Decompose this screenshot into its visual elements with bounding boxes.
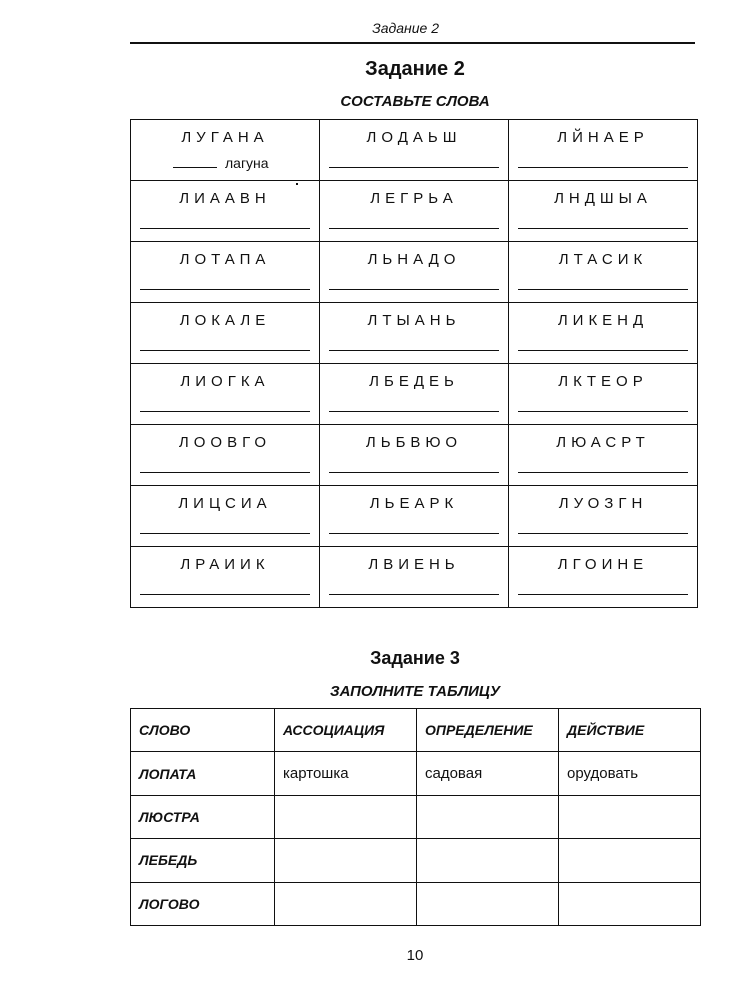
- page-number: 10: [406, 947, 424, 964]
- word-cell: [131, 486, 320, 547]
- word-cell: [131, 181, 320, 242]
- association-cell[interactable]: [275, 795, 417, 838]
- table-row: [131, 425, 698, 486]
- scrambled-word: ЛОКАЛЕ: [179, 312, 271, 329]
- table-row: [131, 882, 701, 925]
- scrambled-word: ЛНДШЫА: [554, 190, 652, 207]
- answer-line[interactable]: [329, 533, 499, 534]
- answer-line[interactable]: [140, 594, 310, 595]
- answer-line[interactable]: [518, 472, 688, 473]
- scrambled-word: ЛЬБВЮО: [365, 434, 463, 451]
- example-answer-text: лагуна: [225, 155, 269, 171]
- table-row: [131, 303, 698, 364]
- column-header-word: СЛОВО: [131, 709, 275, 752]
- answer-line[interactable]: [329, 167, 499, 168]
- table-row: [131, 547, 698, 608]
- scrambled-word: ЛУГАНА: [181, 129, 269, 146]
- word-cell: [131, 120, 320, 181]
- scrambled-word: ЛЙНАЕР: [557, 129, 649, 146]
- answer-line[interactable]: [329, 594, 499, 595]
- stray-dot: [296, 183, 298, 185]
- action-cell[interactable]: [559, 795, 701, 838]
- word-cell: [509, 120, 698, 181]
- definition-cell[interactable]: [417, 795, 559, 838]
- column-header-definition: ОПРЕДЕЛЕНИЕ: [417, 709, 559, 752]
- action-cell[interactable]: [559, 882, 701, 925]
- scrambled-word: ЛРАИИК: [180, 556, 270, 573]
- answer-line[interactable]: [329, 350, 499, 351]
- word-cell: [320, 486, 509, 547]
- scrambled-word: ЛУОЗГН: [558, 495, 648, 512]
- word-cell: [509, 486, 698, 547]
- running-header: [130, 20, 695, 44]
- word-cell: [320, 120, 509, 181]
- association-cell[interactable]: [275, 882, 417, 925]
- word-cell: [320, 181, 509, 242]
- answer-line[interactable]: [140, 350, 310, 351]
- answer-line[interactable]: [518, 411, 688, 412]
- answer-line[interactable]: [329, 472, 499, 473]
- answer-line[interactable]: [518, 228, 688, 229]
- task2-title: Задание 2: [365, 58, 465, 80]
- word-scramble-table: [130, 119, 698, 608]
- answer-line[interactable]: [518, 533, 688, 534]
- definition-cell[interactable]: [417, 839, 559, 882]
- scrambled-word: ЛЬНАДО: [367, 251, 461, 268]
- answer-line[interactable]: [140, 289, 310, 290]
- scrambled-word: ЛБЕДЕЬ: [369, 373, 459, 390]
- scrambled-word: ЛГОИНЕ: [557, 556, 649, 573]
- scrambled-word: ЛООВГО: [178, 434, 272, 451]
- column-header-action: ДЕЙСТВИЕ: [559, 709, 701, 752]
- word-cell: [509, 242, 698, 303]
- task3-title: Задание 3: [370, 648, 460, 668]
- scrambled-word: ЛЬЕАРК: [369, 495, 459, 512]
- scrambled-word: ЛОДАЬШ: [366, 129, 462, 146]
- answer-blank: [173, 167, 217, 168]
- answer-line[interactable]: [518, 289, 688, 290]
- scrambled-word: ЛТЫАНЬ: [367, 312, 461, 329]
- word-cell: [131, 425, 320, 486]
- scrambled-word: ЛВИЕНЬ: [368, 556, 460, 573]
- table-row: [131, 181, 698, 242]
- row-word: ЛОГОВО: [131, 882, 275, 925]
- word-cell: [131, 364, 320, 425]
- scrambled-word: ЛИЦСИА: [178, 495, 272, 512]
- word-cell: [131, 547, 320, 608]
- scrambled-word: ЛЕГРЬА: [370, 190, 458, 207]
- word-cell: [131, 242, 320, 303]
- word-cell: [509, 181, 698, 242]
- answer-line[interactable]: [518, 594, 688, 595]
- answer-line[interactable]: [140, 472, 310, 473]
- word-cell: [509, 547, 698, 608]
- table-row: [131, 242, 698, 303]
- task3-subtitle: ЗАПОЛНИТЕ ТАБЛИЦУ: [329, 683, 501, 700]
- example-answer: [173, 155, 269, 171]
- table-row: [131, 486, 698, 547]
- table-row: [131, 839, 701, 882]
- table-row: [131, 795, 701, 838]
- row-word: ЛЮСТРА: [131, 795, 275, 838]
- row-word: ЛОПАТА: [131, 752, 275, 795]
- scrambled-word: ЛОТАПА: [179, 251, 271, 268]
- answer-line[interactable]: [329, 411, 499, 412]
- scrambled-word: ЛИОГКА: [180, 373, 270, 390]
- table-row: [131, 120, 698, 181]
- word-cell: [320, 425, 509, 486]
- association-cell: картошка: [275, 752, 417, 795]
- answer-line[interactable]: [140, 533, 310, 534]
- scrambled-word: ЛИКЕНД: [557, 312, 649, 329]
- row-word: ЛЕБЕДЬ: [131, 839, 275, 882]
- answer-line[interactable]: [140, 411, 310, 412]
- word-cell: [509, 425, 698, 486]
- answer-line[interactable]: [329, 289, 499, 290]
- scrambled-word: ЛЮАСРТ: [556, 434, 650, 451]
- table-row: [131, 752, 701, 795]
- action-cell: орудовать: [559, 752, 701, 795]
- column-header-association: АССОЦИАЦИЯ: [275, 709, 417, 752]
- task2-subtitle: СОСТАВЬТЕ СЛОВА: [340, 93, 490, 110]
- scrambled-word: ЛТАСИК: [558, 251, 648, 268]
- answer-line[interactable]: [518, 167, 688, 168]
- scrambled-word: ЛИААВН: [179, 190, 271, 207]
- association-cell[interactable]: [275, 839, 417, 882]
- word-cell: [320, 242, 509, 303]
- word-cell: [320, 547, 509, 608]
- word-cell: [509, 364, 698, 425]
- answer-line[interactable]: [140, 228, 310, 229]
- running-title: Задание 2: [372, 20, 439, 36]
- answer-line[interactable]: [518, 350, 688, 351]
- word-cell: [509, 303, 698, 364]
- association-table: [130, 708, 701, 926]
- scrambled-word: ЛКТЕОР: [558, 373, 648, 390]
- header-row: [131, 709, 701, 752]
- definition-cell: садовая: [417, 752, 559, 795]
- action-cell[interactable]: [559, 839, 701, 882]
- definition-cell[interactable]: [417, 882, 559, 925]
- word-cell: [131, 303, 320, 364]
- word-cell: [320, 303, 509, 364]
- word-cell: [320, 364, 509, 425]
- answer-line[interactable]: [329, 228, 499, 229]
- table-row: [131, 364, 698, 425]
